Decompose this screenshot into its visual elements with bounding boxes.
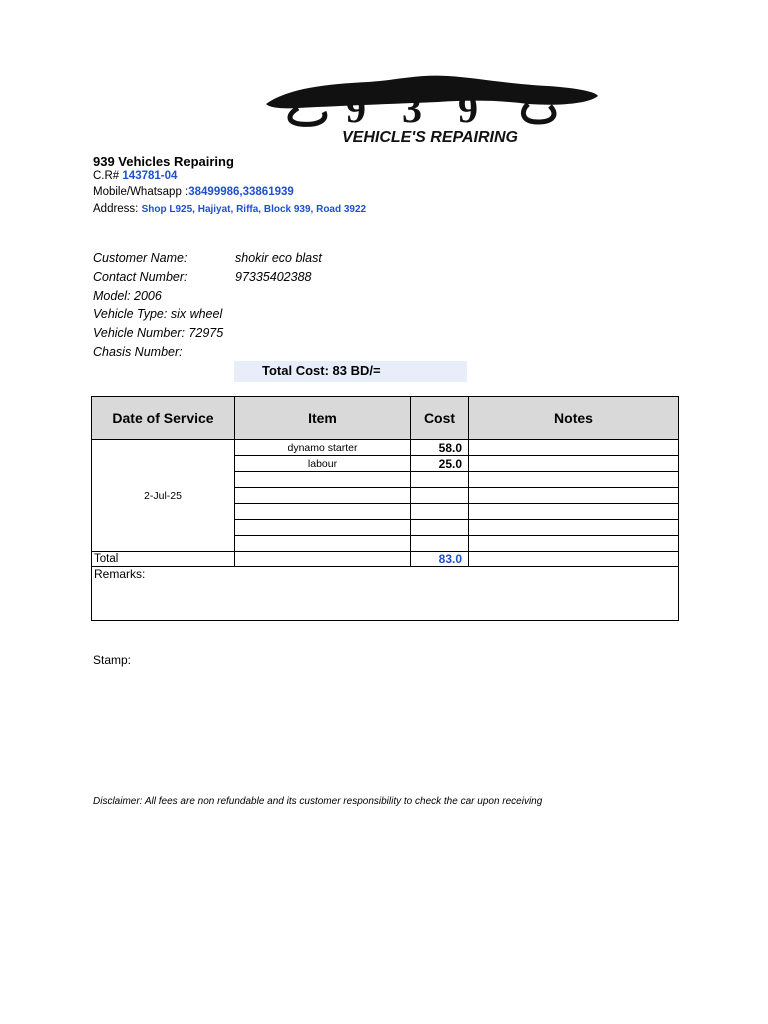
cost-cell (411, 536, 469, 552)
contact-number-value: 97335402388 (235, 270, 312, 284)
customer-name-value: shokir eco blast (235, 251, 322, 265)
notes-cell (469, 488, 679, 504)
total-notes-cell (469, 552, 679, 567)
mobile-line (93, 186, 294, 198)
logo-number: 939 (346, 86, 514, 131)
vehicle-number-field: Vehicle Number: 72975 (93, 326, 224, 340)
notes-cell (469, 536, 679, 552)
chasis-number-field: Chasis Number: (93, 345, 183, 359)
header-date: Date of Service (92, 397, 235, 440)
cr-value: 143781-04 (122, 170, 178, 182)
table-header-row (92, 397, 679, 440)
address-value: Shop L925, Hajiyat, Riffa, Block 939, Road 3922 (141, 204, 367, 215)
logo-tagline: VEHICLE'S REPAIRING (342, 129, 518, 146)
item-cell (235, 488, 411, 504)
remarks-row (92, 567, 679, 621)
cost-cell (411, 504, 469, 520)
total-item-cell (235, 552, 411, 567)
notes-cell (469, 520, 679, 536)
item-cell: labour (235, 456, 411, 472)
header-item: Item (235, 397, 411, 440)
total-row (92, 552, 679, 567)
cost-cell: 58.0 (411, 440, 469, 456)
mobile-label: Mobile/Whatsapp : (93, 186, 189, 198)
cost-cell (411, 488, 469, 504)
cr-line (93, 170, 177, 182)
notes-cell (469, 504, 679, 520)
mobile-value: 38499986,33861939 (188, 186, 294, 198)
total-value: 83.0 (411, 552, 469, 567)
total-cost-text: Total Cost: 83 BD/= (262, 363, 381, 378)
notes-cell (469, 472, 679, 488)
service-date: 2-Jul-25 (92, 440, 235, 552)
cost-cell (411, 472, 469, 488)
customer-name-label: Customer Name: (93, 251, 188, 265)
item-cell (235, 472, 411, 488)
disclaimer-text: Disclaimer: All fees are non refundable and its customer responsibility to check the car upon receiving (93, 796, 543, 807)
service-table (91, 396, 679, 621)
total-label: Total (92, 552, 235, 567)
address-label: Address: (93, 203, 139, 215)
notes-cell (469, 456, 679, 472)
stamp-label: Stamp: (93, 653, 132, 667)
item-cell (235, 536, 411, 552)
company-name: 939 Vehicles Repairing (93, 154, 234, 169)
cost-cell (411, 520, 469, 536)
model-field: Model: 2006 (93, 289, 162, 303)
item-cell: dynamo starter (235, 440, 411, 456)
contact-number-label: Contact Number: (93, 270, 188, 284)
remarks-label: Remarks: (92, 567, 679, 621)
header-cost: Cost (411, 397, 469, 440)
vehicle-type-field: Vehicle Type: six wheel (93, 307, 223, 321)
company-logo (258, 70, 603, 150)
table-row (92, 440, 679, 456)
cost-cell: 25.0 (411, 456, 469, 472)
notes-cell (469, 440, 679, 456)
cr-label: C.R# (93, 170, 120, 182)
item-cell (235, 504, 411, 520)
header-notes: Notes (469, 397, 679, 440)
item-cell (235, 520, 411, 536)
address-line (93, 203, 366, 215)
